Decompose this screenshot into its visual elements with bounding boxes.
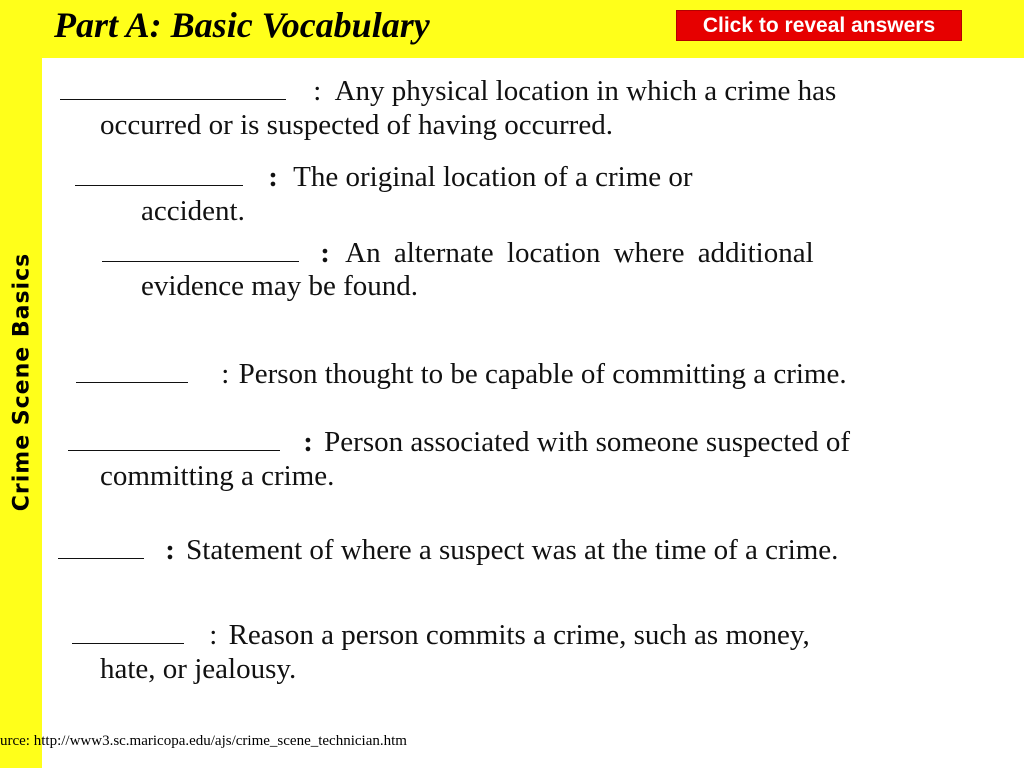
- side-banner: [0, 0, 42, 768]
- definition-1-continued: occurred or is suspected of having occurred.: [100, 109, 613, 141]
- definition-6: [58, 533, 838, 567]
- slide-title: Part A: Basic Vocabulary: [54, 5, 430, 45]
- definition-text: An alternate location where additional: [345, 237, 814, 269]
- definition-5: [68, 425, 850, 459]
- definition-colon: :: [165, 534, 175, 566]
- definition-colon: :: [268, 161, 278, 193]
- definition-text: Person associated with someone suspected of: [324, 426, 851, 458]
- reveal-answers-button[interactable]: Click to reveal answers: [676, 10, 962, 41]
- definition-3-continued: evidence may be found.: [141, 270, 419, 302]
- definition-5-continued: committing a crime.: [100, 460, 335, 492]
- answer-blank-1[interactable]: [60, 77, 286, 100]
- definition-7: [72, 618, 810, 652]
- definition-colon: :: [209, 619, 218, 651]
- definition-colon: :: [303, 426, 313, 458]
- definition-text: Statement of where a suspect was at the time of a crime.: [186, 534, 839, 566]
- definition-text: Reason a person commits a crime, such as money,: [228, 619, 810, 651]
- definition-4: [76, 357, 847, 391]
- definition-text: Any physical location in which a crime has: [334, 75, 837, 107]
- answer-blank-3[interactable]: [102, 239, 299, 262]
- source-citation: urce: http://www3.sc.maricopa.edu/ajs/crime_scene_technician.htm: [0, 733, 407, 749]
- answer-blank-2[interactable]: [75, 163, 243, 186]
- definition-1: [60, 74, 836, 108]
- definition-3: [102, 236, 814, 270]
- answer-blank-5[interactable]: [68, 428, 280, 451]
- definition-text: Person thought to be capable of committing a crime.: [238, 358, 847, 390]
- definition-colon: :: [320, 237, 330, 269]
- definition-colon: :: [221, 358, 230, 390]
- definition-7-continued: hate, or jealousy.: [100, 653, 297, 685]
- answer-blank-6[interactable]: [58, 536, 144, 559]
- definition-colon: :: [313, 75, 322, 107]
- definition-text: The original location of a crime or: [293, 161, 693, 193]
- answer-blank-7[interactable]: [72, 621, 184, 644]
- side-label: Crime Scene Basics: [9, 252, 35, 512]
- definition-2: [75, 160, 693, 194]
- definition-2-continued: accident.: [141, 195, 245, 227]
- answer-blank-4[interactable]: [76, 360, 188, 383]
